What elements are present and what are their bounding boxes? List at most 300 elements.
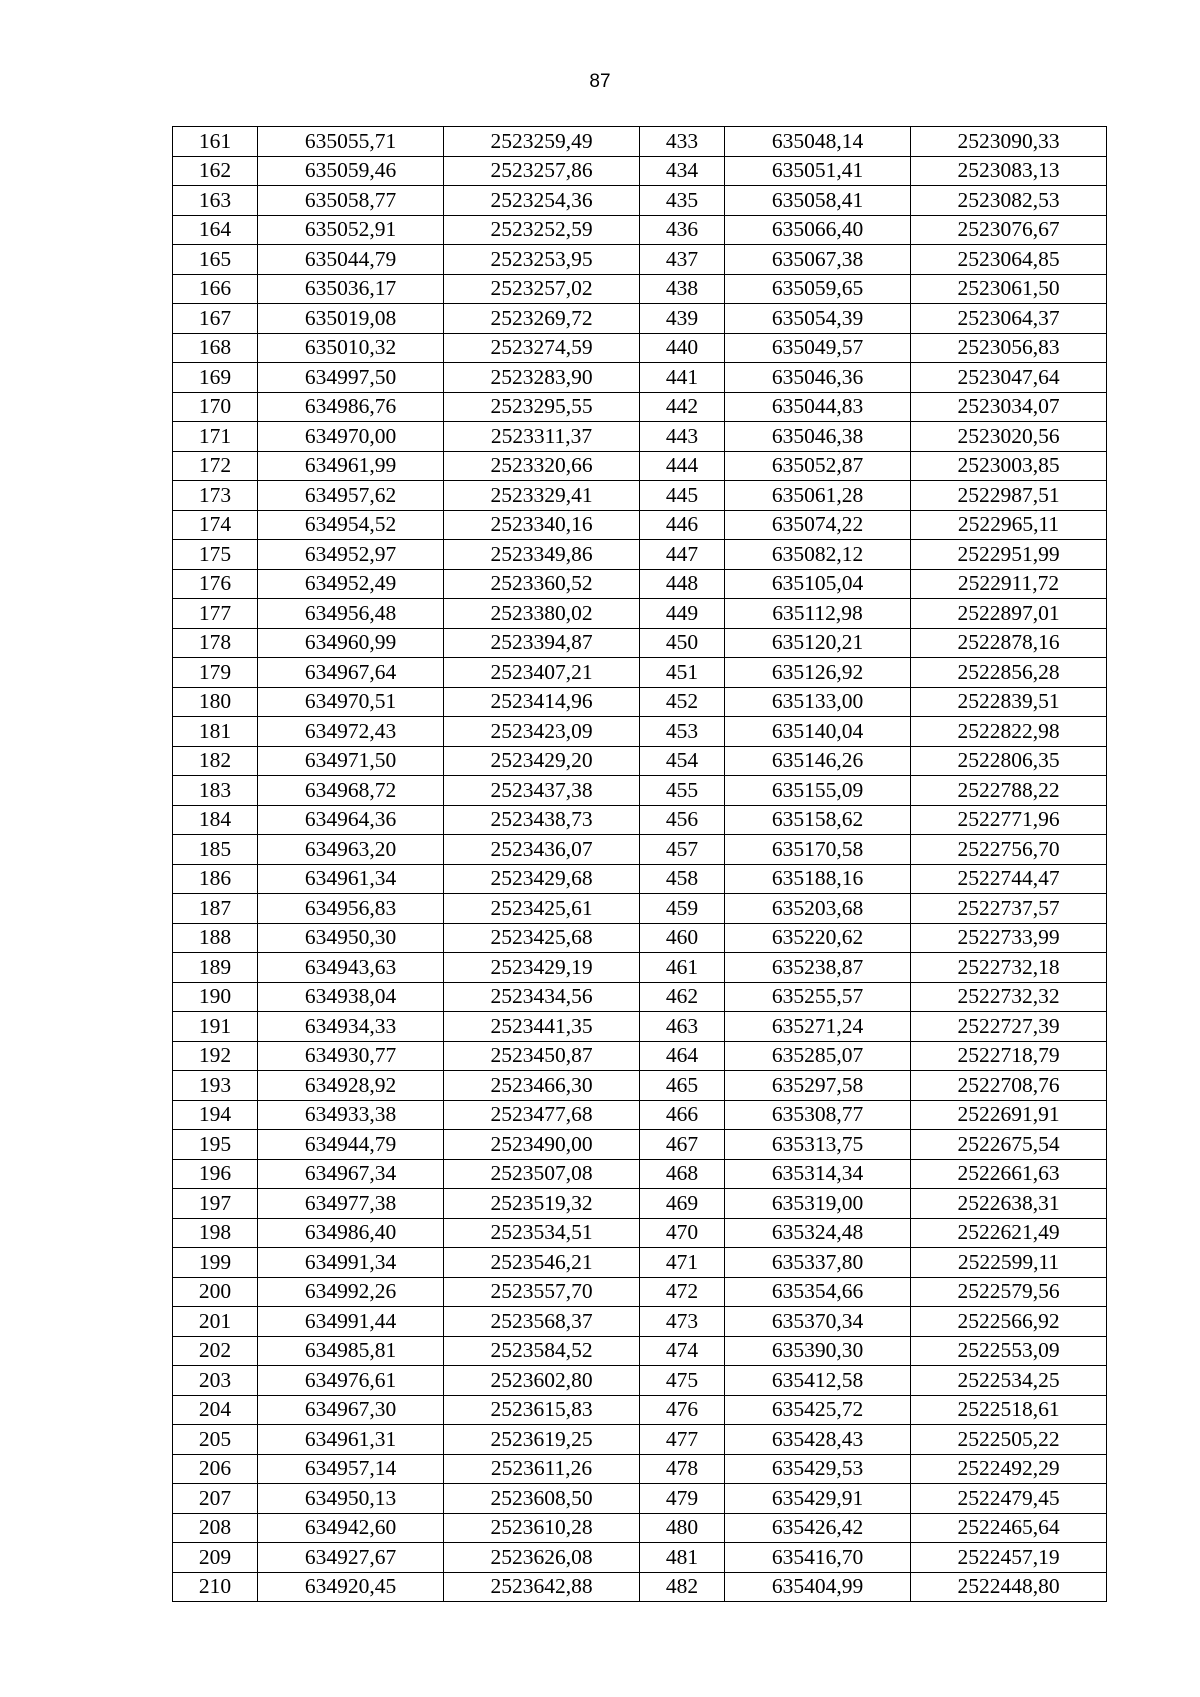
x-coordinate-cell: 635059,46 <box>258 156 444 186</box>
y-coordinate-cell: 2523450,87 <box>444 1041 640 1071</box>
x-coordinate-cell: 634957,14 <box>258 1454 444 1484</box>
point-number-cell: 200 <box>173 1277 258 1307</box>
table-row <box>173 1484 1107 1514</box>
x-coordinate-cell: 635285,07 <box>725 1041 911 1071</box>
table-row <box>173 1307 1107 1337</box>
x-coordinate-cell: 635061,28 <box>725 481 911 511</box>
x-coordinate-cell: 635155,09 <box>725 776 911 806</box>
x-coordinate-cell: 634972,43 <box>258 717 444 747</box>
point-number-cell: 453 <box>640 717 725 747</box>
x-coordinate-cell: 635188,16 <box>725 864 911 894</box>
x-coordinate-cell: 635146,26 <box>725 746 911 776</box>
point-number-cell: 450 <box>640 628 725 658</box>
y-coordinate-cell: 2523340,16 <box>444 510 640 540</box>
x-coordinate-cell: 634991,34 <box>258 1248 444 1278</box>
y-coordinate-cell: 2523349,86 <box>444 540 640 570</box>
table-row <box>173 1159 1107 1189</box>
x-coordinate-cell: 634963,20 <box>258 835 444 865</box>
y-coordinate-cell: 2522911,72 <box>911 569 1107 599</box>
point-number-cell: 178 <box>173 628 258 658</box>
coordinates-table-body <box>173 127 1107 1602</box>
point-number-cell: 188 <box>173 923 258 953</box>
y-coordinate-cell: 2523414,96 <box>444 687 640 717</box>
point-number-cell: 458 <box>640 864 725 894</box>
x-coordinate-cell: 634928,92 <box>258 1071 444 1101</box>
point-number-cell: 161 <box>173 127 258 157</box>
point-number-cell: 185 <box>173 835 258 865</box>
point-number-cell: 162 <box>173 156 258 186</box>
x-coordinate-cell: 635429,91 <box>725 1484 911 1514</box>
table-row <box>173 156 1107 186</box>
y-coordinate-cell: 2522505,22 <box>911 1425 1107 1455</box>
point-number-cell: 443 <box>640 422 725 452</box>
point-number-cell: 446 <box>640 510 725 540</box>
point-number-cell: 177 <box>173 599 258 629</box>
y-coordinate-cell: 2522708,76 <box>911 1071 1107 1101</box>
page-number: 87 <box>589 71 611 92</box>
x-coordinate-cell: 635404,99 <box>725 1572 911 1602</box>
x-coordinate-cell: 635051,41 <box>725 156 911 186</box>
point-number-cell: 172 <box>173 451 258 481</box>
point-number-cell: 173 <box>173 481 258 511</box>
point-number-cell: 199 <box>173 1248 258 1278</box>
y-coordinate-cell: 2523320,66 <box>444 451 640 481</box>
y-coordinate-cell: 2523610,28 <box>444 1513 640 1543</box>
table-row <box>173 186 1107 216</box>
y-coordinate-cell: 2523269,72 <box>444 304 640 334</box>
point-number-cell: 167 <box>173 304 258 334</box>
x-coordinate-cell: 634952,97 <box>258 540 444 570</box>
x-coordinate-cell: 635255,57 <box>725 982 911 1012</box>
point-number-cell: 467 <box>640 1130 725 1160</box>
point-number-cell: 176 <box>173 569 258 599</box>
table-row <box>173 127 1107 157</box>
point-number-cell: 460 <box>640 923 725 953</box>
x-coordinate-cell: 634985,81 <box>258 1336 444 1366</box>
x-coordinate-cell: 635046,38 <box>725 422 911 452</box>
table-row <box>173 1277 1107 1307</box>
table-row <box>173 1071 1107 1101</box>
point-number-cell: 440 <box>640 333 725 363</box>
y-coordinate-cell: 2522856,28 <box>911 658 1107 688</box>
y-coordinate-cell: 2523602,80 <box>444 1366 640 1396</box>
y-coordinate-cell: 2523047,64 <box>911 363 1107 393</box>
point-number-cell: 438 <box>640 274 725 304</box>
point-number-cell: 191 <box>173 1012 258 1042</box>
y-coordinate-cell: 2523082,53 <box>911 186 1107 216</box>
x-coordinate-cell: 635324,48 <box>725 1218 911 1248</box>
x-coordinate-cell: 635140,04 <box>725 717 911 747</box>
y-coordinate-cell: 2523619,25 <box>444 1425 640 1455</box>
point-number-cell: 205 <box>173 1425 258 1455</box>
y-coordinate-cell: 2522965,11 <box>911 510 1107 540</box>
y-coordinate-cell: 2523034,07 <box>911 392 1107 422</box>
y-coordinate-cell: 2522839,51 <box>911 687 1107 717</box>
y-coordinate-cell: 2523507,08 <box>444 1159 640 1189</box>
y-coordinate-cell: 2522897,01 <box>911 599 1107 629</box>
y-coordinate-cell: 2523360,52 <box>444 569 640 599</box>
table-row <box>173 1425 1107 1455</box>
x-coordinate-cell: 634943,63 <box>258 953 444 983</box>
point-number-cell: 481 <box>640 1543 725 1573</box>
y-coordinate-cell: 2522566,92 <box>911 1307 1107 1337</box>
y-coordinate-cell: 2522675,54 <box>911 1130 1107 1160</box>
point-number-cell: 462 <box>640 982 725 1012</box>
x-coordinate-cell: 635049,57 <box>725 333 911 363</box>
point-number-cell: 444 <box>640 451 725 481</box>
x-coordinate-cell: 635313,75 <box>725 1130 911 1160</box>
point-number-cell: 464 <box>640 1041 725 1071</box>
point-number-cell: 203 <box>173 1366 258 1396</box>
x-coordinate-cell: 634954,52 <box>258 510 444 540</box>
x-coordinate-cell: 635066,40 <box>725 215 911 245</box>
table-row <box>173 923 1107 953</box>
x-coordinate-cell: 635314,34 <box>725 1159 911 1189</box>
point-number-cell: 479 <box>640 1484 725 1514</box>
y-coordinate-cell: 2523438,73 <box>444 805 640 835</box>
x-coordinate-cell: 635170,58 <box>725 835 911 865</box>
x-coordinate-cell: 635220,62 <box>725 923 911 953</box>
point-number-cell: 436 <box>640 215 725 245</box>
y-coordinate-cell: 2523090,33 <box>911 127 1107 157</box>
table-row <box>173 953 1107 983</box>
point-number-cell: 468 <box>640 1159 725 1189</box>
y-coordinate-cell: 2522878,16 <box>911 628 1107 658</box>
point-number-cell: 456 <box>640 805 725 835</box>
coordinates-table <box>172 126 1107 1602</box>
x-coordinate-cell: 634927,67 <box>258 1543 444 1573</box>
point-number-cell: 183 <box>173 776 258 806</box>
x-coordinate-cell: 634934,33 <box>258 1012 444 1042</box>
x-coordinate-cell: 634938,04 <box>258 982 444 1012</box>
y-coordinate-cell: 2523441,35 <box>444 1012 640 1042</box>
point-number-cell: 439 <box>640 304 725 334</box>
point-number-cell: 434 <box>640 156 725 186</box>
point-number-cell: 471 <box>640 1248 725 1278</box>
x-coordinate-cell: 635429,53 <box>725 1454 911 1484</box>
table-row <box>173 599 1107 629</box>
point-number-cell: 192 <box>173 1041 258 1071</box>
x-coordinate-cell: 635054,39 <box>725 304 911 334</box>
x-coordinate-cell: 634992,26 <box>258 1277 444 1307</box>
y-coordinate-cell: 2522691,91 <box>911 1100 1107 1130</box>
x-coordinate-cell: 635067,38 <box>725 245 911 275</box>
x-coordinate-cell: 634920,45 <box>258 1572 444 1602</box>
y-coordinate-cell: 2523423,09 <box>444 717 640 747</box>
y-coordinate-cell: 2523546,21 <box>444 1248 640 1278</box>
table-row <box>173 274 1107 304</box>
x-coordinate-cell: 635074,22 <box>725 510 911 540</box>
y-coordinate-cell: 2523259,49 <box>444 127 640 157</box>
x-coordinate-cell: 635058,41 <box>725 186 911 216</box>
table-row <box>173 1366 1107 1396</box>
y-coordinate-cell: 2523611,26 <box>444 1454 640 1484</box>
table-row <box>173 894 1107 924</box>
point-number-cell: 210 <box>173 1572 258 1602</box>
y-coordinate-cell: 2523626,08 <box>444 1543 640 1573</box>
point-number-cell: 208 <box>173 1513 258 1543</box>
point-number-cell: 472 <box>640 1277 725 1307</box>
point-number-cell: 433 <box>640 127 725 157</box>
table-row <box>173 1218 1107 1248</box>
y-coordinate-cell: 2523394,87 <box>444 628 640 658</box>
table-row <box>173 628 1107 658</box>
y-coordinate-cell: 2523466,30 <box>444 1071 640 1101</box>
point-number-cell: 475 <box>640 1366 725 1396</box>
x-coordinate-cell: 634950,30 <box>258 923 444 953</box>
x-coordinate-cell: 634997,50 <box>258 363 444 393</box>
point-number-cell: 194 <box>173 1100 258 1130</box>
x-coordinate-cell: 634956,48 <box>258 599 444 629</box>
point-number-cell: 198 <box>173 1218 258 1248</box>
y-coordinate-cell: 2523311,37 <box>444 422 640 452</box>
point-number-cell: 474 <box>640 1336 725 1366</box>
table-row <box>173 304 1107 334</box>
x-coordinate-cell: 634970,51 <box>258 687 444 717</box>
y-coordinate-cell: 2523064,37 <box>911 304 1107 334</box>
x-coordinate-cell: 634952,49 <box>258 569 444 599</box>
point-number-cell: 184 <box>173 805 258 835</box>
x-coordinate-cell: 635203,68 <box>725 894 911 924</box>
point-number-cell: 206 <box>173 1454 258 1484</box>
y-coordinate-cell: 2523257,02 <box>444 274 640 304</box>
y-coordinate-cell: 2522457,19 <box>911 1543 1107 1573</box>
y-coordinate-cell: 2523253,95 <box>444 245 640 275</box>
point-number-cell: 457 <box>640 835 725 865</box>
x-coordinate-cell: 635308,77 <box>725 1100 911 1130</box>
y-coordinate-cell: 2522492,29 <box>911 1454 1107 1484</box>
point-number-cell: 445 <box>640 481 725 511</box>
x-coordinate-cell: 634976,61 <box>258 1366 444 1396</box>
table-row <box>173 481 1107 511</box>
point-number-cell: 454 <box>640 746 725 776</box>
x-coordinate-cell: 635058,77 <box>258 186 444 216</box>
x-coordinate-cell: 634967,64 <box>258 658 444 688</box>
y-coordinate-cell: 2522771,96 <box>911 805 1107 835</box>
point-number-cell: 202 <box>173 1336 258 1366</box>
y-coordinate-cell: 2523425,68 <box>444 923 640 953</box>
x-coordinate-cell: 635019,08 <box>258 304 444 334</box>
y-coordinate-cell: 2522579,56 <box>911 1277 1107 1307</box>
y-coordinate-cell: 2522733,99 <box>911 923 1107 953</box>
point-number-cell: 179 <box>173 658 258 688</box>
x-coordinate-cell: 634961,31 <box>258 1425 444 1455</box>
x-coordinate-cell: 635428,43 <box>725 1425 911 1455</box>
y-coordinate-cell: 2523252,59 <box>444 215 640 245</box>
point-number-cell: 165 <box>173 245 258 275</box>
point-number-cell: 473 <box>640 1307 725 1337</box>
point-number-cell: 451 <box>640 658 725 688</box>
point-number-cell: 201 <box>173 1307 258 1337</box>
x-coordinate-cell: 635082,12 <box>725 540 911 570</box>
y-coordinate-cell: 2522638,31 <box>911 1189 1107 1219</box>
x-coordinate-cell: 635238,87 <box>725 953 911 983</box>
point-number-cell: 455 <box>640 776 725 806</box>
y-coordinate-cell: 2523056,83 <box>911 333 1107 363</box>
point-number-cell: 181 <box>173 717 258 747</box>
y-coordinate-cell: 2522518,61 <box>911 1395 1107 1425</box>
point-number-cell: 197 <box>173 1189 258 1219</box>
y-coordinate-cell: 2523568,37 <box>444 1307 640 1337</box>
table-row <box>173 717 1107 747</box>
point-number-cell: 447 <box>640 540 725 570</box>
y-coordinate-cell: 2523642,88 <box>444 1572 640 1602</box>
table-row <box>173 1041 1107 1071</box>
x-coordinate-cell: 635052,87 <box>725 451 911 481</box>
x-coordinate-cell: 635390,30 <box>725 1336 911 1366</box>
x-coordinate-cell: 635105,04 <box>725 569 911 599</box>
y-coordinate-cell: 2522448,80 <box>911 1572 1107 1602</box>
x-coordinate-cell: 634970,00 <box>258 422 444 452</box>
y-coordinate-cell: 2522661,63 <box>911 1159 1107 1189</box>
table-row <box>173 569 1107 599</box>
x-coordinate-cell: 635271,24 <box>725 1012 911 1042</box>
x-coordinate-cell: 634991,44 <box>258 1307 444 1337</box>
x-coordinate-cell: 634961,99 <box>258 451 444 481</box>
x-coordinate-cell: 635319,00 <box>725 1189 911 1219</box>
y-coordinate-cell: 2523490,00 <box>444 1130 640 1160</box>
y-coordinate-cell: 2523557,70 <box>444 1277 640 1307</box>
y-coordinate-cell: 2523429,20 <box>444 746 640 776</box>
table-row <box>173 1012 1107 1042</box>
y-coordinate-cell: 2523608,50 <box>444 1484 640 1514</box>
point-number-cell: 209 <box>173 1543 258 1573</box>
point-number-cell: 193 <box>173 1071 258 1101</box>
x-coordinate-cell: 635412,58 <box>725 1366 911 1396</box>
y-coordinate-cell: 2523274,59 <box>444 333 640 363</box>
point-number-cell: 163 <box>173 186 258 216</box>
x-coordinate-cell: 635126,92 <box>725 658 911 688</box>
point-number-cell: 186 <box>173 864 258 894</box>
point-number-cell: 470 <box>640 1218 725 1248</box>
point-number-cell: 175 <box>173 540 258 570</box>
y-coordinate-cell: 2522822,98 <box>911 717 1107 747</box>
x-coordinate-cell: 634986,76 <box>258 392 444 422</box>
point-number-cell: 448 <box>640 569 725 599</box>
y-coordinate-cell: 2523061,50 <box>911 274 1107 304</box>
point-number-cell: 441 <box>640 363 725 393</box>
y-coordinate-cell: 2523434,56 <box>444 982 640 1012</box>
x-coordinate-cell: 635048,14 <box>725 127 911 157</box>
table-row <box>173 687 1107 717</box>
x-coordinate-cell: 634967,34 <box>258 1159 444 1189</box>
table-row <box>173 1513 1107 1543</box>
x-coordinate-cell: 635112,98 <box>725 599 911 629</box>
y-coordinate-cell: 2523425,61 <box>444 894 640 924</box>
table-row <box>173 540 1107 570</box>
y-coordinate-cell: 2523076,67 <box>911 215 1107 245</box>
point-number-cell: 465 <box>640 1071 725 1101</box>
table-row <box>173 864 1107 894</box>
x-coordinate-cell: 634964,36 <box>258 805 444 835</box>
y-coordinate-cell: 2523477,68 <box>444 1100 640 1130</box>
point-number-cell: 449 <box>640 599 725 629</box>
point-number-cell: 452 <box>640 687 725 717</box>
point-number-cell: 166 <box>173 274 258 304</box>
x-coordinate-cell: 635158,62 <box>725 805 911 835</box>
x-coordinate-cell: 634933,38 <box>258 1100 444 1130</box>
table-row <box>173 1248 1107 1278</box>
x-coordinate-cell: 635370,34 <box>725 1307 911 1337</box>
point-number-cell: 180 <box>173 687 258 717</box>
x-coordinate-cell: 635120,21 <box>725 628 911 658</box>
table-row <box>173 1454 1107 1484</box>
y-coordinate-cell: 2523615,83 <box>444 1395 640 1425</box>
table-row <box>173 451 1107 481</box>
x-coordinate-cell: 635036,17 <box>258 274 444 304</box>
x-coordinate-cell: 634930,77 <box>258 1041 444 1071</box>
y-coordinate-cell: 2523064,85 <box>911 245 1107 275</box>
y-coordinate-cell: 2522788,22 <box>911 776 1107 806</box>
point-number-cell: 477 <box>640 1425 725 1455</box>
y-coordinate-cell: 2522718,79 <box>911 1041 1107 1071</box>
x-coordinate-cell: 635055,71 <box>258 127 444 157</box>
point-number-cell: 170 <box>173 392 258 422</box>
y-coordinate-cell: 2523020,56 <box>911 422 1107 452</box>
y-coordinate-cell: 2523436,07 <box>444 835 640 865</box>
y-coordinate-cell: 2523534,51 <box>444 1218 640 1248</box>
table-row <box>173 776 1107 806</box>
y-coordinate-cell: 2523437,38 <box>444 776 640 806</box>
y-coordinate-cell: 2522756,70 <box>911 835 1107 865</box>
point-number-cell: 207 <box>173 1484 258 1514</box>
x-coordinate-cell: 634967,30 <box>258 1395 444 1425</box>
x-coordinate-cell: 635044,79 <box>258 245 444 275</box>
table-row <box>173 215 1107 245</box>
x-coordinate-cell: 634942,60 <box>258 1513 444 1543</box>
x-coordinate-cell: 635425,72 <box>725 1395 911 1425</box>
table-row <box>173 1336 1107 1366</box>
y-coordinate-cell: 2523519,32 <box>444 1189 640 1219</box>
table-row <box>173 1572 1107 1602</box>
point-number-cell: 463 <box>640 1012 725 1042</box>
table-row <box>173 805 1107 835</box>
x-coordinate-cell: 635416,70 <box>725 1543 911 1573</box>
y-coordinate-cell: 2522951,99 <box>911 540 1107 570</box>
point-number-cell: 187 <box>173 894 258 924</box>
point-number-cell: 435 <box>640 186 725 216</box>
table-row <box>173 363 1107 393</box>
x-coordinate-cell: 635133,00 <box>725 687 911 717</box>
y-coordinate-cell: 2522744,47 <box>911 864 1107 894</box>
x-coordinate-cell: 635354,66 <box>725 1277 911 1307</box>
x-coordinate-cell: 634971,50 <box>258 746 444 776</box>
point-number-cell: 482 <box>640 1572 725 1602</box>
point-number-cell: 480 <box>640 1513 725 1543</box>
point-number-cell: 478 <box>640 1454 725 1484</box>
x-coordinate-cell: 634957,62 <box>258 481 444 511</box>
point-number-cell: 196 <box>173 1159 258 1189</box>
y-coordinate-cell: 2522599,11 <box>911 1248 1107 1278</box>
x-coordinate-cell: 635059,65 <box>725 274 911 304</box>
point-number-cell: 168 <box>173 333 258 363</box>
y-coordinate-cell: 2523584,52 <box>444 1336 640 1366</box>
x-coordinate-cell: 635052,91 <box>258 215 444 245</box>
y-coordinate-cell: 2522737,57 <box>911 894 1107 924</box>
y-coordinate-cell: 2523083,13 <box>911 156 1107 186</box>
point-number-cell: 190 <box>173 982 258 1012</box>
x-coordinate-cell: 634986,40 <box>258 1218 444 1248</box>
x-coordinate-cell: 634961,34 <box>258 864 444 894</box>
point-number-cell: 171 <box>173 422 258 452</box>
y-coordinate-cell: 2522732,18 <box>911 953 1107 983</box>
point-number-cell: 169 <box>173 363 258 393</box>
point-number-cell: 182 <box>173 746 258 776</box>
point-number-cell: 476 <box>640 1395 725 1425</box>
table-row <box>173 1543 1107 1573</box>
point-number-cell: 437 <box>640 245 725 275</box>
x-coordinate-cell: 635297,58 <box>725 1071 911 1101</box>
